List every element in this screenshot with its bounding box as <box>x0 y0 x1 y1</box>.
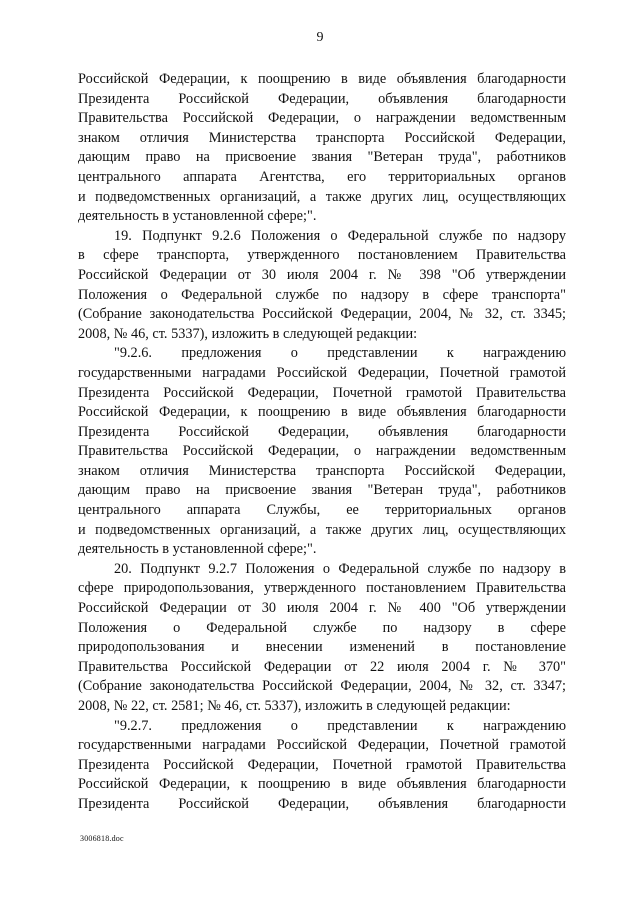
text-line: 20. Подпункт 9.2.7 Положения о Федеральной службе по надзору в <box>114 560 566 577</box>
text-line: Президента Российской Федерации, объявления благодарности <box>78 423 566 440</box>
text-line: знаком отличия Министерства транспорта Российской Федерации, <box>78 462 566 479</box>
text-line: Президента Российской Федерации, Почетной грамотой Правительства <box>78 756 566 773</box>
text-line: Правительства Российской Федерации, о награждении ведомственным <box>78 443 566 460</box>
text-line: (Собрание законодательства Российской Федерации, 2004, № 32, ст. 3345; <box>78 306 566 323</box>
text-line: природопользования и внесении изменений в постановление <box>78 639 566 656</box>
text-line: Российской Федерации, к поощрению в виде объявления благодарности <box>78 71 566 87</box>
text-line: в сфере транспорта, утвержденного постановлением Правительства <box>78 247 566 264</box>
document-body <box>78 70 566 815</box>
text-line: центрального аппарата Службы, ее территориальных органов <box>78 502 566 519</box>
text-line: (Собрание законодательства Российской Федерации, 2004, № 32, ст. 3347; <box>78 678 566 695</box>
footer-filename: 3006818.doc <box>80 834 124 843</box>
text-line: 2008, № 46, ст. 5337), изложить в следующей редакции: <box>78 325 418 342</box>
text-line: Российской Федерации от 30 июля 2004 г. № 398 "Об утверждении <box>78 266 566 283</box>
text-line: Президента Российской Федерации, объявления благодарности <box>78 795 566 812</box>
text-line: "9.2.7. предложения о представлении к награждению <box>114 717 566 734</box>
text-line: дающим право на присвоение звания "Ветеран труда", работников <box>78 482 566 499</box>
text-line: и подведомственных организаций, а также других лиц, осуществляющих <box>78 521 566 538</box>
text-line: "9.2.6. предложения о представлении к награждению <box>114 345 566 362</box>
text-line: Положения о Федеральной службе по надзору в сфере транспорта" <box>78 286 566 303</box>
text-line: Положения о Федеральной службе по надзору в сфере <box>78 619 566 636</box>
text-line: знаком отличия Министерства транспорта Российской Федерации, <box>78 129 566 146</box>
text-line: государственными наградами Российской Федерации, Почетной грамотой <box>78 737 566 754</box>
text-line: 2008, № 22, ст. 2581; № 46, ст. 5337), изложить в следующей редакции: <box>78 698 511 714</box>
text-line: Правительства Российской Федерации, о награждении ведомственным <box>78 110 566 127</box>
text-line: деятельность в установленной сфере;". <box>78 541 317 558</box>
text-line: Российской Федерации от 30 июля 2004 г. № 400 "Об утверждении <box>78 600 566 617</box>
text-line: 19. Подпункт 9.2.6 Положения о Федеральной службе по надзору <box>114 227 566 244</box>
text-line: центрального аппарата Агентства, его территориальных органов <box>78 168 566 185</box>
text-line: и подведомственных организаций, а также других лиц, осуществляющих <box>78 188 566 205</box>
text-line: Президента Российской Федерации, объявления благодарности <box>78 90 566 107</box>
page-number: 9 <box>316 30 324 45</box>
text-line: Российской Федерации, к поощрению в виде объявления благодарности <box>78 776 566 793</box>
text-line: сфере природопользования, утвержденного постановлением Правительства <box>78 580 566 597</box>
text-line: деятельность в установленной сфере;". <box>78 208 317 225</box>
text-line: Президента Российской Федерации, Почетной грамотой Правительства <box>78 384 566 401</box>
text-line: государственными наградами Российской Федерации, Почетной грамотой <box>78 364 566 381</box>
text-line: дающим право на присвоение звания "Ветеран труда", работников <box>78 149 566 166</box>
text-line: Правительства Российской Федерации от 22 июля 2004 г. № 370" <box>78 658 566 675</box>
text-line: Российской Федерации, к поощрению в виде объявления благодарности <box>78 404 566 421</box>
